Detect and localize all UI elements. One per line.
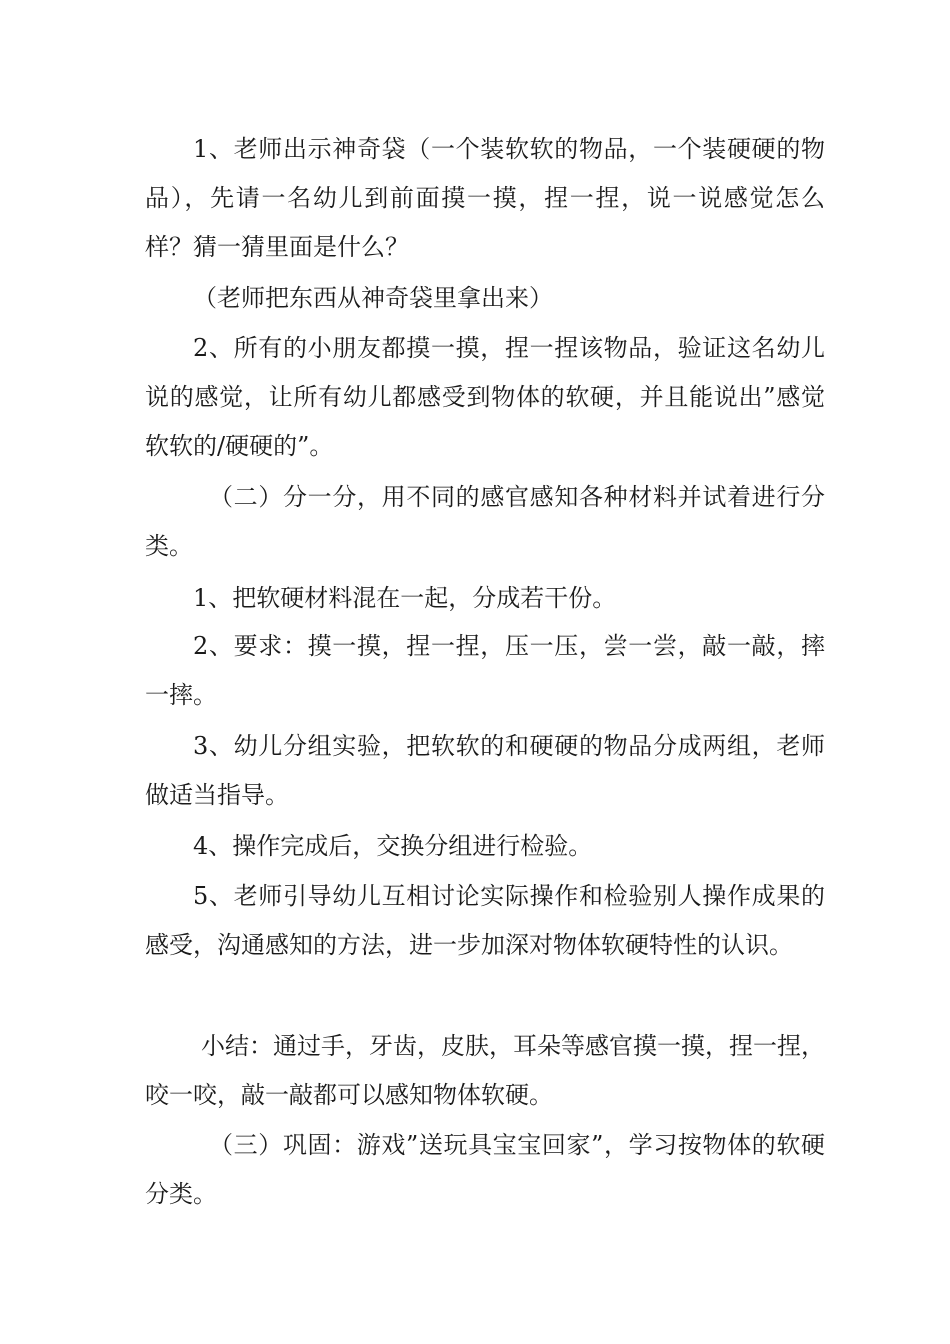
paragraph-step-1-magic-bag: 1、老师出示神奇袋（一个装软软的物品，一个装硬硬的物品），先请一名幼儿到前面摸一摸，捏一捏，说一说感觉怎么样？猜一猜里面是什么？: [145, 135, 825, 261]
paragraph-step-2-touch: 2、所有的小朋友都摸一摸，捏一捏该物品，验证这名幼儿说的感觉，让所有幼儿都感受到物体的软硬，并且能说出”感觉软软的/硬硬的”。: [145, 334, 825, 460]
paragraph-summary: 小结：通过手，牙齿，皮肤，耳朵等感官摸一摸，捏一捏，咬一咬，敲一敲都可以感知物体软硬。: [145, 1032, 825, 1109]
section-heading-2: （二）分一分，用不同的感官感知各种材料并试着进行分类。: [145, 483, 825, 560]
paragraph-teacher-note: （老师把东西从神奇袋里拿出来）: [193, 284, 553, 312]
paragraph-step-1-mix: 1、把软硬材料混在一起，分成若干份。: [193, 584, 617, 612]
paragraph-step-2-requirements: 2、要求：摸一摸，捏一捏，压一压，尝一尝，敲一敲，摔一摔。: [145, 632, 825, 709]
paragraph-step-5-discussion: 5、老师引导幼儿互相讨论实际操作和检验别人操作成果的感受，沟通感知的方法，进一步加深对物体软硬特性的认识。: [145, 882, 825, 959]
section-heading-3: （三）巩固：游戏”送玩具宝宝回家”，学习按物体的软硬分类。: [145, 1131, 825, 1208]
paragraph-step-3-groups: 3、幼儿分组实验，把软软的和硬硬的物品分成两组，老师做适当指导。: [145, 732, 825, 809]
paragraph-step-4-exchange: 4、操作完成后，交换分组进行检验。: [193, 832, 593, 860]
